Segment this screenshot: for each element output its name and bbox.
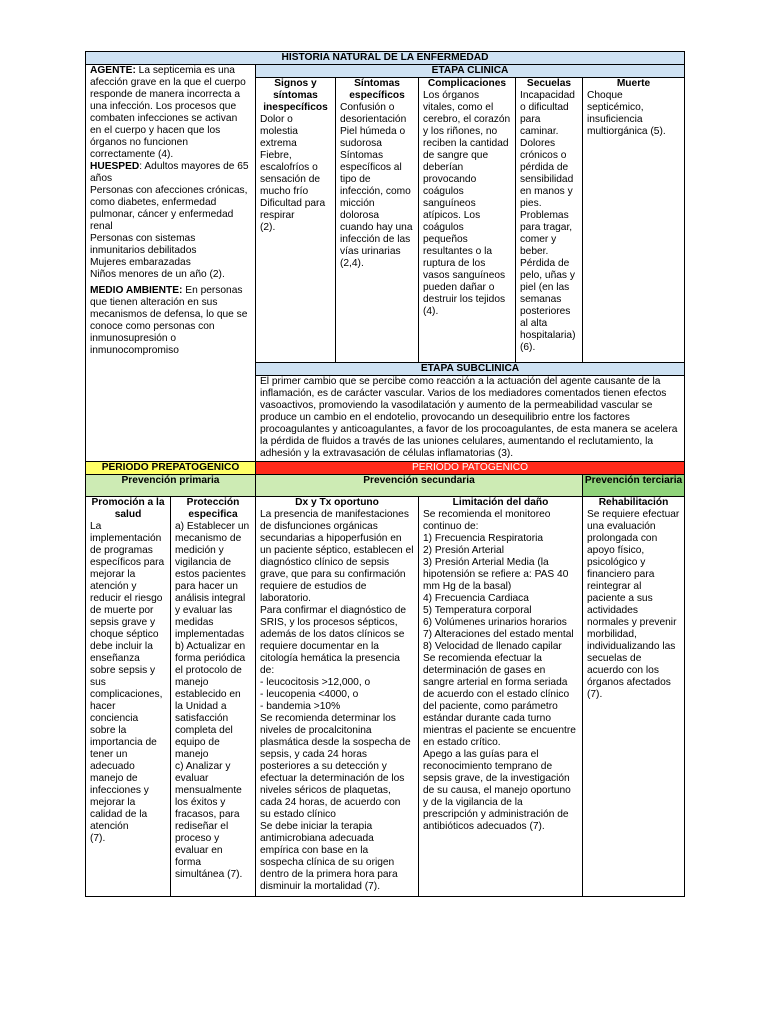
prevencion-secundaria-header: Prevención secundaria: [256, 475, 583, 497]
promocion-salud-cell: [86, 497, 171, 897]
huesped-block: [90, 161, 251, 281]
complicaciones-head: Complicaciones: [427, 78, 507, 89]
prevencion-terciaria-header: Prevención terciaria: [583, 475, 685, 497]
natural-history-table: [85, 51, 685, 897]
sintomas-especificos-head: Síntomas específicos: [349, 78, 405, 101]
left-column-epidemiologic-triad: [86, 65, 256, 462]
sintomas-especificos-body: Confusión o desorientación Piel húmeda o sudorosa Síntomas específicos al tipo de infección, como micción dolorosa cuando hay una infección de las vías urinarias (2,4).: [340, 102, 413, 269]
sintomas-especificos-cell: [336, 78, 419, 363]
dx-tx-oportuno-cell: [256, 497, 419, 897]
signos-inespecificos-cell: [256, 78, 336, 363]
proteccion-especifica-cell: [171, 497, 256, 897]
medio-ambiente-label: MEDIO AMBIENTE:: [90, 285, 183, 296]
huesped-label: HUESPED: [90, 161, 140, 172]
rehabilitacion-head: Rehabilitación: [598, 497, 669, 508]
limitacion-dano-cell: [419, 497, 583, 897]
complicaciones-body: Los órganos vitales, como el cerebro, el corazón y los riñones, no reciben la cantidad de sangre que deberían provocando coágulos sanguíneos atípicos. Los coágulos pequeños resultantes o la ruptura de los vasos sanguíneos pueden dañar o destruir los tejidos (4).: [423, 90, 511, 317]
etapa-clinica-header: ETAPA CLINICA: [256, 65, 685, 78]
dx-tx-oportuno-body: La presencia de manifestaciones de disfunciones orgánicas secundarias a hipoperfusión en un paciente séptico, establecen el diagnóstico clínico de sepsis grave, que para su confirmación requiere de estudios de laboratorio. Para confirmar el diagnóstico de SRIS, y los procesos sépticos, además de los datos clínicos se requiere documentar en la citología hemática la presencia de: - leucocitosis >12,000, o - leucopenia <4000, o - bandemia >10% Se recomienda determinar los niveles de procalcitonina plasmática desde la sospecha de sepsis, y cada 24 horas posteriores a su detección y efectuar la determinación de los niveles séricos de plaquetas, cada 24 horas, de acuerdo con su estado clínico Se debe iniciar la terapia antimicrobiana adecuada empírica con base en la sospecha clínica de su origen dentro de la primera hora para disminuir la mortalidad (7).: [260, 509, 414, 892]
dx-tx-oportuno-head: Dx y Tx oportuno: [295, 497, 379, 508]
agente-block: [90, 65, 251, 161]
proteccion-especifica-head: Protección especifica: [186, 497, 240, 520]
muerte-body: Choque septicémico, insuficiencia multiorgánica (5).: [587, 90, 666, 137]
agente-text: La septicemia es una afección grave en la que el cuerpo responde de manera incorrecta a una infección. Los procesos que combaten infecciones se activan en el cuerpo y hacen que los órganos no funcionen correctamente (4).: [90, 65, 246, 160]
etapa-subclinica-body: El primer cambio que se percibe como reacción a la actuación del agente causante de la inflamación, es de carácter vascular. Varios de los mediadores comentados tienen efectos vasoactivos, promoviendo la vasodilatación y aumento de la permeabilidad vascular se produce un cambio en el endotelio, provocando un desequilibrio entre los factores procoagulantes y anticoagulantes, a favor de los procoagulantes, de esta manera se acelera la pérdida de fluidos a través de las uniones celulares, aumentando el reclutamiento, la adhesión y la extravasación de células inflamatorias (3).: [256, 376, 685, 462]
muerte-head: Muerte: [616, 78, 651, 89]
secuelas-body: Incapacidad o dificultad para caminar. Dolores crónicos o pérdida de sensibilidad en manos y pies. Problemas para tragar, comer y beber. Pérdida de pelo, uñas y piel (en las semanas posteriores al alta hospitalaria) (6).: [520, 90, 576, 353]
rehabilitacion-body: Se requiere efectuar una evaluación prolongada con apoyo físico, psicológico y financiero para reintegrar al paciente a sus actividades normales y prevenir morbilidad, individualizando las secuelas de acuerdo con los órganos afectados (7).: [587, 509, 680, 700]
promocion-salud-head: Promoción a la salud: [91, 497, 165, 520]
prevencion-primaria-header: Prevención primaria: [86, 475, 256, 497]
limitacion-dano-body: Se recomienda el monitoreo continuo de: 1) Frecuencia Respiratoria 2) Presión Arterial 3) Presión Arterial Media (la hipotensión se refiere a: PAS 40 mm Hg de la basal) 4) Frecuencia Cardiaca 5) Temperatura corporal 6) Volúmenes urinarios horarios 7) Alteraciones del estado mental 8) Velocidad de llenado capilar Se recomienda efectuar la determinación de gases en sangre arterial en forma seriada de acuerdo con el estado clínico del paciente, como parámetro estándar durante cada turno mientras el paciente se encuentre en estado crítico. Apego a las guías para el reconocimiento temprano de sepsis grave, de la investigación de su causa, el manejo oportuno y de la vigilancia de la prescripción y administración de antibióticos adecuados (7).: [423, 509, 576, 832]
muerte-cell: [583, 78, 685, 363]
secuelas-head: Secuelas: [526, 78, 572, 89]
medio-ambiente-text: En personas que tienen alteración en sus mecanismos de defensa, lo que se conoce como personas con inmunosupresión o inmunocompromiso: [90, 285, 248, 356]
huesped-text: : Adultos mayores de 65 años Personas con afecciones crónicas, como diabetes, enfermedad pulmonar, cáncer y enfermedad renal Personas con sistemas inmunitarios debilitados Mujeres embarazadas Niños menores de un año (2).: [90, 161, 249, 280]
etapa-subclinica-header: ETAPA SUBCLINICA: [256, 363, 685, 376]
periodo-prepatogenico-header: PERIODO PREPATOGENICO: [86, 462, 256, 475]
table-title: HISTORIA NATURAL DE LA ENFERMEDAD: [86, 52, 685, 65]
medio-ambiente-block: [90, 285, 251, 357]
periodo-patogenico-header: PERIODO PATOGENICO: [256, 462, 685, 475]
agente-label: AGENTE:: [90, 65, 136, 76]
signos-inespecificos-head: Signos y síntomas inespecíficos: [263, 78, 328, 113]
complicaciones-cell: [419, 78, 516, 363]
rehabilitacion-cell: [583, 497, 685, 897]
promocion-salud-body: La implementación de programas específicos para mejorar la atención y reducir el riesgo de muerte por sepsis grave y choque séptico debe incluir la enseñanza sobre sepsis y sus complicaciones, hacer conciencia sobre la importancia de tener un adecuado manejo de infecciones y mejorar la calidad de la atención (7).: [90, 521, 165, 844]
limitacion-dano-head: Limitación del daño: [452, 497, 549, 508]
signos-inespecificos-body: Dolor o molestia extrema Fiebre, escalofríos o sensación de mucho frío Dificultad para respirar (2).: [260, 114, 326, 233]
secuelas-cell: [516, 78, 583, 363]
proteccion-especifica-body: a) Establecer un mecanismo de medición y vigilancia de estos pacientes para hacer un análisis integral y evaluar las medidas implementadas b) Actualizar en forma periódica el protocolo de manejo establecido en la Unidad a satisfacción completa del equipo de manejo c) Analizar y evaluar mensualmente los éxitos y fracasos, para rediseñar el proceso y evaluar en forma simultánea (7).: [175, 521, 250, 880]
